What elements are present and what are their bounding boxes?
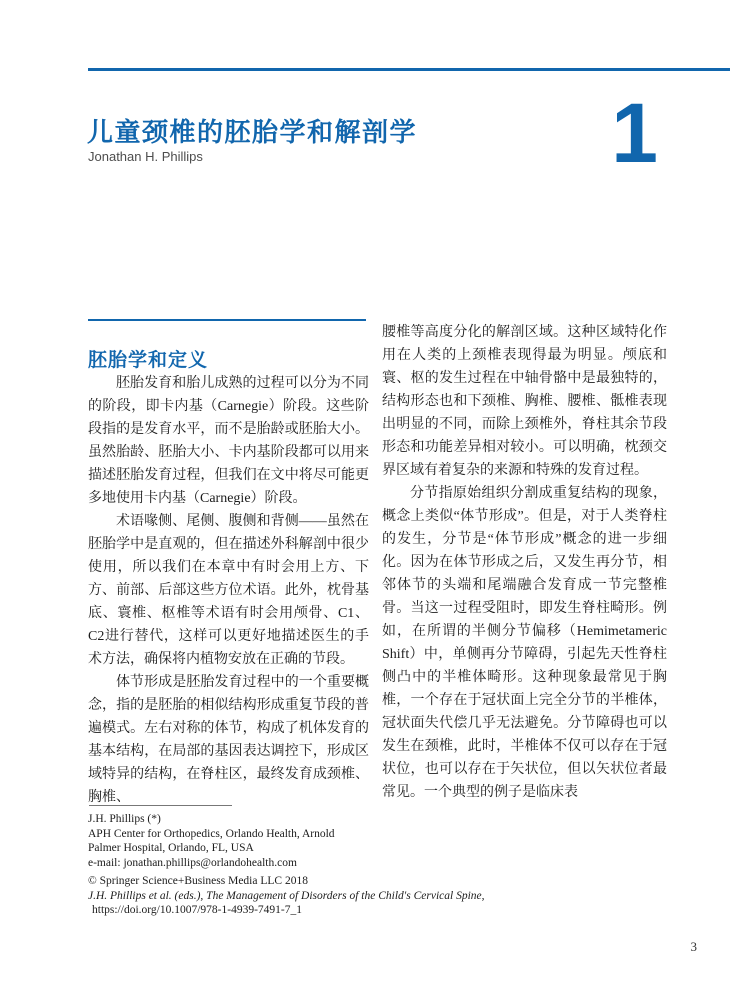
- top-rule: [88, 68, 730, 71]
- copyright-block: [88, 874, 608, 918]
- chapter-title: 儿童颈椎的胚胎学和解剖学: [87, 117, 418, 148]
- left-text-column: [88, 372, 369, 809]
- affiliation-line: APH Center for Orthopedics, Orlando Health, Arnold: [88, 827, 335, 840]
- chapter-number: 1: [611, 86, 658, 180]
- footnote-block: [88, 812, 508, 870]
- citation-line: J.H. Phillips et al. (eds.), The Management of Disorders of the Child's Cervical Spine,: [88, 889, 485, 902]
- copyright-line: © Springer Science+Business Media LLC 2018: [88, 875, 308, 887]
- doi-line: https://doi.org/10.1007/978-1-4939-7491-7_1: [92, 904, 302, 916]
- body-paragraph: 术语喙侧、尾侧、腹侧和背侧——虽然在胚胎学中是直观的，但在描述外科解剖中很少使用，所以我们在本章中有时会用上方、下方、前部、后部这些方位术语。此外，枕骨基底、寰椎、枢椎等术语有时会用颅骨、C1、C2进行替代，这样可以更好地描述医生的手术方法，确保将内植物安放在正确的节段。: [88, 514, 369, 667]
- correspondence-line: J.H. Phillips (*): [88, 813, 161, 825]
- author-name: Jonathan H. Phillips: [88, 149, 203, 164]
- body-paragraph-continuation: 腰椎等高度分化的解剖区域。这种区域特化作用在人类的上颈椎表现得最为明显。颅底和寰、枢的发生过程在中轴骨骼中是最独特的，结构形态也和下颈椎、胸椎、腰椎、骶椎表现出明显的不同，而除上颈椎外，脊柱其余节段形态和功能差异相对较小。可以明确，枕颈交界区域有着复杂的来源和特殊的发育过程。: [382, 325, 667, 478]
- email-line: e-mail: jonathan.phillips@orlandohealth.com: [88, 856, 297, 869]
- section-heading-rule: [88, 319, 366, 321]
- right-text-column: [382, 321, 667, 804]
- body-paragraph: 体节形成是胚胎发育过程中的一个重要概念，指的是胚胎的相似结构形成重复节段的普遍模式。左右对称的体节，构成了机体发育的基本结构，在局部的基因表达调控下，形成区域特异的结构，在脊柱区，最终发育成颈椎、胸椎、: [88, 675, 369, 805]
- affiliation-line: Palmer Hospital, Orlando, FL, USA: [88, 842, 254, 854]
- page-number: 3: [690, 939, 697, 954]
- body-paragraph: 分节指原始组织分割成重复结构的现象，概念上类似“体节形成”。但是，对于人类脊柱的发生，分节是“体节形成”概念的进一步细化。因为在体节形成之后，又发生再分节，相邻体节的头端和尾端融合发育成一节完整椎骨。当这一过程受阻时，即发生脊柱畸形。例如，在所谓的半侧分节偏移（Hemimetameric Shift）中，单侧再分节障碍，引起先天性脊柱侧凸中的半椎体畸形。这种现象最常见于胸椎，一个存在于冠状面上完全分节的半椎体，冠状面失代偿几乎无法避免。分节障碍也可以发生在颈椎，此时，半椎体不仅可以存在于冠状位，也可以存在于矢状位，但以矢状位者最常见。一个典型的例子是临床表: [382, 486, 667, 800]
- footnote-rule: [89, 805, 232, 806]
- section-heading: 胚胎学和定义: [88, 349, 209, 371]
- body-paragraph: 胚胎发育和胎儿成熟的过程可以分为不同的阶段，即卡内基（Carnegie）阶段。这些阶段指的是发育水平，而不是胎龄或胚胎大小。虽然胎龄、胚胎大小、卡内基阶段都可以用来描述胚胎发育过程，但我们在文中将尽可能更多地使用卡内基（Carnegie）阶段。: [88, 376, 369, 506]
